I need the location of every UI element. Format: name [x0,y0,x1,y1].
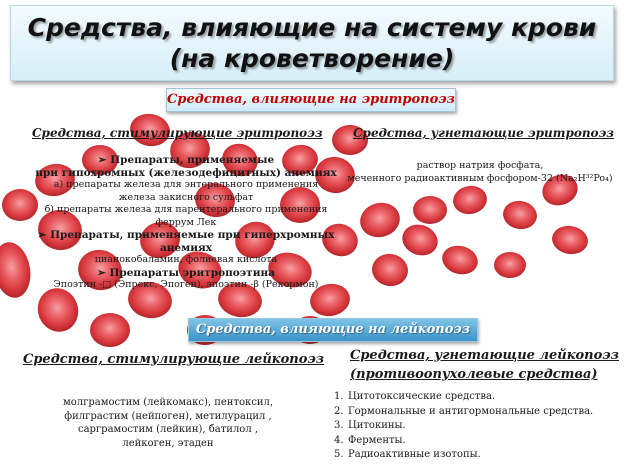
leukopoiesis-inhibiting-heading [350,346,619,384]
red-blood-cell-icon [451,183,489,216]
leuko-line-1: молграмостим (лейкомакс), пентоксил, [62,397,274,408]
enteral-example: железа закисного сульфат [118,191,254,203]
leuko-line-2: филграстим (нейпоген), метилурацил , [64,410,272,422]
list-item: 4. Ферменты. [334,434,406,446]
leukopoiesis-inhibiting-heading-1: Средства, угнетающие лейкопоэз [350,348,619,363]
leukopoiesis-inhibiting-list [334,390,593,463]
leuko-line-3: сарграмостим (лейкин), батилол , [77,424,259,435]
red-blood-cell-icon [501,198,539,231]
erythropoiesis-stimulating-list [10,154,362,292]
title-line-1: Средства, влияющие на систему крови [27,13,597,42]
red-blood-cell-icon [494,252,526,278]
erythropoiesis-stimulating-heading: Средства, стимулирующие эритропоэз [32,126,323,140]
parenteral-line: б) препараты железа для парентерального применения [44,204,328,215]
enteral-line: а) препараты железа для энтерального применения [53,179,319,190]
erythropoiesis-band: Средства, влияющие на эритропоэз [166,88,456,112]
leukopoiesis-stimulating-list [18,396,318,450]
erythropoiesis-inhibiting-text [330,160,624,185]
inhibiting-line-1: раствор натрия фосфата, [416,160,544,171]
epoetin-header: ➢ Препараты эритропоэтина [97,266,275,279]
red-blood-cell-icon [439,242,481,278]
red-blood-cell-icon [550,223,590,257]
hyperchromic-example: цианокобаламин, фолиевая кислота [94,254,278,265]
list-item: 1. Цитотоксические средства. [334,391,496,402]
hypochromic-header-2: при гипохромных (железодефицитных) анемиях [35,166,337,179]
title-line-2: (на кроветворение) [169,44,455,73]
leukopoiesis-inhibiting-heading-2: (противоопухолевые средства) [350,367,598,382]
red-blood-cell-icon [90,313,130,347]
leukopoiesis-stimulating-heading: Средства, стимулирующие лейкопоэз [23,352,325,367]
inhibiting-line-2: меченного радиоактивным фосфором-32 (Na₂H³²Po₄) [347,172,613,184]
list-item: 2. Гормональные и антигормональные средства. [334,405,594,417]
red-blood-cell-icon [369,251,410,289]
hypochromic-header-1: ➢ Препараты, применяемые [97,154,275,166]
erythropoiesis-inhibiting-heading: Средства, угнетающие эритропоэз [353,126,614,140]
leukopoiesis-band: Средства, влияющие на лейкопоэз [188,318,478,342]
red-blood-cell-icon [398,220,442,261]
red-blood-cell-icon [356,198,403,241]
parenteral-example: феррум Лек [155,216,217,228]
hyperchromic-header: ➢ Препараты, применяемые при гиперхромных анемиях [37,229,335,254]
epoetin-example: Эпоэтин -□ (Эпрекс, Эпоген), эпоэтин -β (Рекормон) [53,279,319,290]
list-item: 3. Цитокины. [334,420,406,431]
list-item: 5. Радиоактивные изотопы. [334,449,481,460]
red-blood-cell-icon [413,196,447,224]
leuko-line-4: лейкоген, этаден [122,437,214,449]
slide-title [10,5,614,81]
